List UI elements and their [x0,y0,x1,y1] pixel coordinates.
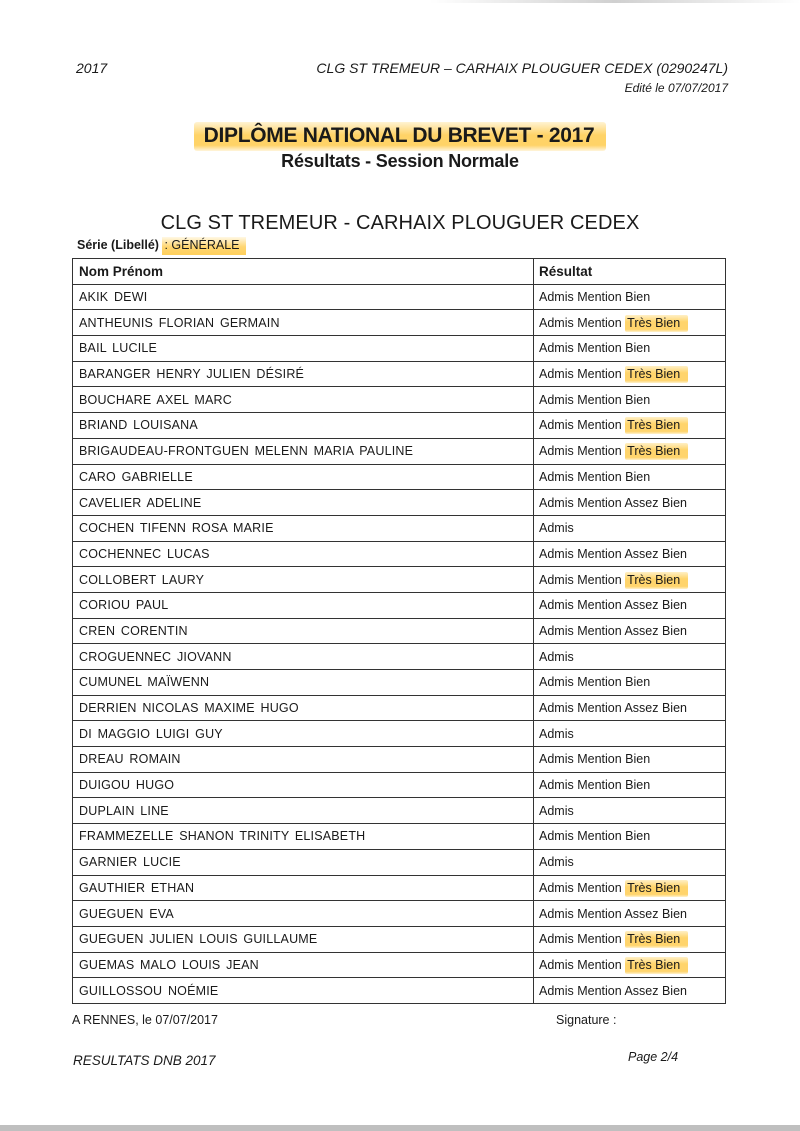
highlighted-mention: Très Bien [625,572,688,589]
document-title: DIPLÔME NATIONAL DU BREVET - 2017 [194,122,607,151]
student-name: COCHENNEC LUCAS [73,541,534,567]
student-name: CREN CORENTIN [73,618,534,644]
table-row [73,798,726,824]
result-cell [534,926,726,952]
table-row [73,438,726,464]
result-cell: Admis Mention Bien [534,747,726,773]
document-title-container [0,122,800,151]
serie-value: : GÉNÉRALE [162,237,245,255]
result-cell: Admis Mention Assez Bien [534,618,726,644]
student-name: BRIGAUDEAU-FRONTGUEN MELENN MARIA PAULINE [73,438,534,464]
result-cell: Admis Mention Bien [534,464,726,490]
student-name: DERRIEN NICOLAS MAXIME HUGO [73,695,534,721]
table-row [73,772,726,798]
table-row [73,541,726,567]
scan-edge-top [430,0,800,3]
table-row [73,310,726,336]
table-row [73,849,726,875]
result-text: Admis Mention [539,315,626,330]
results-table-body [73,284,726,1003]
result-cell [534,438,726,464]
table-row [73,515,726,541]
student-name: FRAMMEZELLE SHANON TRINITY ELISABETH [73,824,534,850]
table-header-row [73,259,726,285]
column-header-name: Nom Prénom [73,259,534,285]
result-cell: Admis Mention Bien [534,387,726,413]
scan-edge-bottom [0,1125,800,1131]
footer-title: RESULTATS DNB 2017 [73,1053,216,1068]
result-cell: Admis Mention Bien [534,824,726,850]
student-name: ANTHEUNIS FLORIAN GERMAIN [73,310,534,336]
student-name: DI MAGGIO LUIGI GUY [73,721,534,747]
student-name: GUEGUEN JULIEN LOUIS GUILLAUME [73,926,534,952]
result-cell: Admis Mention Assez Bien [534,695,726,721]
result-cell: Admis Mention Assez Bien [534,978,726,1004]
result-cell: Admis Mention Bien [534,284,726,310]
table-row [73,361,726,387]
result-cell: Admis Mention Bien [534,670,726,696]
table-row [73,926,726,952]
student-name: DUIGOU HUGO [73,772,534,798]
result-text: Admis Mention [539,957,626,972]
highlighted-mention: Très Bien [625,315,688,332]
student-name: CUMUNEL MAÏWENN [73,670,534,696]
result-cell: Admis [534,644,726,670]
place-date: A RENNES, le 07/07/2017 [72,1013,218,1027]
table-row [73,490,726,516]
student-name: CAVELIER ADELINE [73,490,534,516]
table-row [73,387,726,413]
highlighted-mention: Très Bien [625,957,688,974]
footer-page-number: Page 2/4 [628,1050,679,1064]
table-row [73,644,726,670]
result-cell: Admis [534,798,726,824]
table-row [73,824,726,850]
result-cell: Admis Mention Assez Bien [534,901,726,927]
result-text: Admis Mention [539,418,626,433]
student-name: CROGUENNEC JIOVANN [73,644,534,670]
highlighted-mention: Très Bien [625,880,688,897]
student-name: GARNIER LUCIE [73,849,534,875]
document-subtitle: Résultats - Session Normale [281,151,519,171]
table-row [73,567,726,593]
result-cell [534,567,726,593]
highlighted-mention: Très Bien [625,366,688,383]
result-cell: Admis [534,515,726,541]
table-row [73,952,726,978]
student-name: COLLOBERT LAURY [73,567,534,593]
serie-line [77,237,246,255]
result-cell [534,413,726,439]
student-name: GAUTHIER ETHAN [73,875,534,901]
table-row [73,901,726,927]
column-header-result: Résultat [534,259,726,285]
school-name: CLG ST TREMEUR - CARHAIX PLOUGUER CEDEX [160,212,640,234]
result-cell [534,310,726,336]
table-row [73,618,726,644]
result-cell: Admis Mention Assez Bien [534,490,726,516]
table-row [73,747,726,773]
student-name: AKIK DEWI [73,284,534,310]
result-text: Admis Mention [539,444,626,459]
table-row [73,464,726,490]
table-row [73,336,726,362]
highlighted-mention: Très Bien [625,931,688,948]
header-year: 2017 [76,60,108,76]
result-cell [534,952,726,978]
table-row [73,875,726,901]
result-cell: Admis Mention Bien [534,772,726,798]
table-row [73,284,726,310]
student-name: DUPLAIN LINE [73,798,534,824]
result-text: Admis Mention [539,932,626,947]
student-name: BOUCHARE AXEL MARC [73,387,534,413]
table-row [73,413,726,439]
student-name: BARANGER HENRY JULIEN DÉSIRÉ [73,361,534,387]
table-row [73,721,726,747]
result-cell: Admis Mention Assez Bien [534,541,726,567]
table-row [73,592,726,618]
student-name: DREAU ROMAIN [73,747,534,773]
student-name: BRIAND LOUISANA [73,413,534,439]
highlighted-mention: Très Bien [625,417,688,434]
student-name: COCHEN TIFENN ROSA MARIE [73,515,534,541]
result-text: Admis Mention [539,880,626,895]
result-cell [534,875,726,901]
student-name: CORIOU PAUL [73,592,534,618]
table-row [73,695,726,721]
result-cell: Admis Mention Assez Bien [534,592,726,618]
header-school-reference: CLG ST TREMEUR – CARHAIX PLOUGUER CEDEX (0290247L) [316,60,728,76]
result-text: Admis Mention [539,367,626,382]
table-row [73,978,726,1004]
student-name: GUILLOSSOU NOÉMIE [73,978,534,1004]
result-text: Admis Mention [539,572,626,587]
student-name: GUEMAS MALO LOUIS JEAN [73,952,534,978]
table-row [73,670,726,696]
student-name: GUEGUEN EVA [73,901,534,927]
result-cell [534,361,726,387]
result-cell: Admis [534,849,726,875]
result-cell: Admis Mention Bien [534,336,726,362]
signature-label: Signature : [556,1013,617,1027]
highlighted-mention: Très Bien [625,443,688,460]
serie-label: Série (Libellé) [77,238,159,252]
student-name: CARO GABRIELLE [73,464,534,490]
header-edited-date: Edité le 07/07/2017 [624,81,728,95]
result-cell: Admis [534,721,726,747]
results-table [72,258,726,1004]
student-name: BAIL LUCILE [73,336,534,362]
